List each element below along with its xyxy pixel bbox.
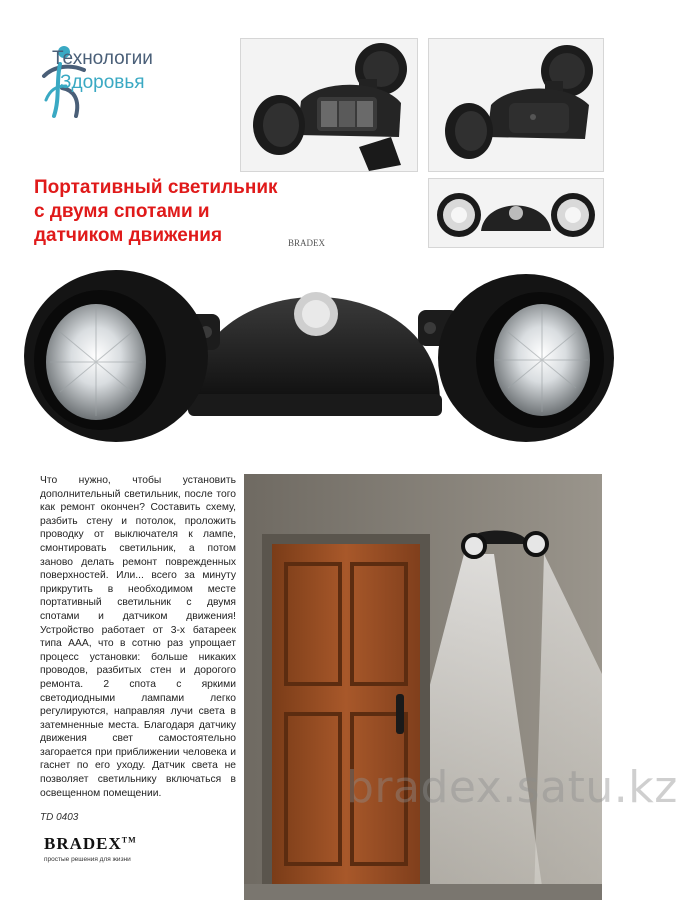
headline-line-1: Портативный светильник [34, 177, 278, 198]
logo-line-1: Технологии [52, 48, 153, 69]
product-back-closed-image [429, 39, 603, 171]
product-back-open-image [241, 39, 417, 171]
bradex-logo [44, 834, 137, 854]
product-code: TD 0403 [40, 812, 79, 823]
embossed-brand: BRADEX [288, 238, 326, 248]
headline-line-2: с двумя спотами и [34, 201, 210, 222]
watermark: bradex.satu.kz [346, 762, 678, 813]
logo-line-2: Здоровья [60, 72, 145, 93]
thumbnail-back-closed [428, 38, 604, 172]
brand-slogan: простые решения для жизни [44, 856, 131, 863]
brand-name: BRADEX [44, 834, 122, 853]
headline-line-3: датчиком движения [34, 225, 223, 246]
description-text: Что нужно, чтобы установить дополнительный светильник, после того как ремонт окончен? Составить схему, разбить стену и потолок, проложить проводку от выключателя к лампе, смонтировать светильник, а потом заново делать ремонт поврежденных поверхностей. Или... всего за минуту прикрутить в необходимом месте портативный светильник с двумя спотами и датчиком движения! Устройство работает от 3-х батареек типа ААА, что в сотню раз упрощает процесс установки: больше никаких проводов, разбитых стен и дорогого ремонта. 2 спота с яркими светодиодными лампами легко регулируются, направляя лучи света в затемненные места. Благодаря датчику движения свет самостоятельно загорается при приближении человека и гаснет по его уходу. Датчик света не позволяет светильнику включаться в освещенном помещении. [40, 475, 236, 799]
product-main-image [20, 222, 620, 472]
trademark-sign: TM [121, 835, 137, 845]
thumbnail-back-open [240, 38, 418, 172]
door-installation-photo [244, 474, 602, 900]
